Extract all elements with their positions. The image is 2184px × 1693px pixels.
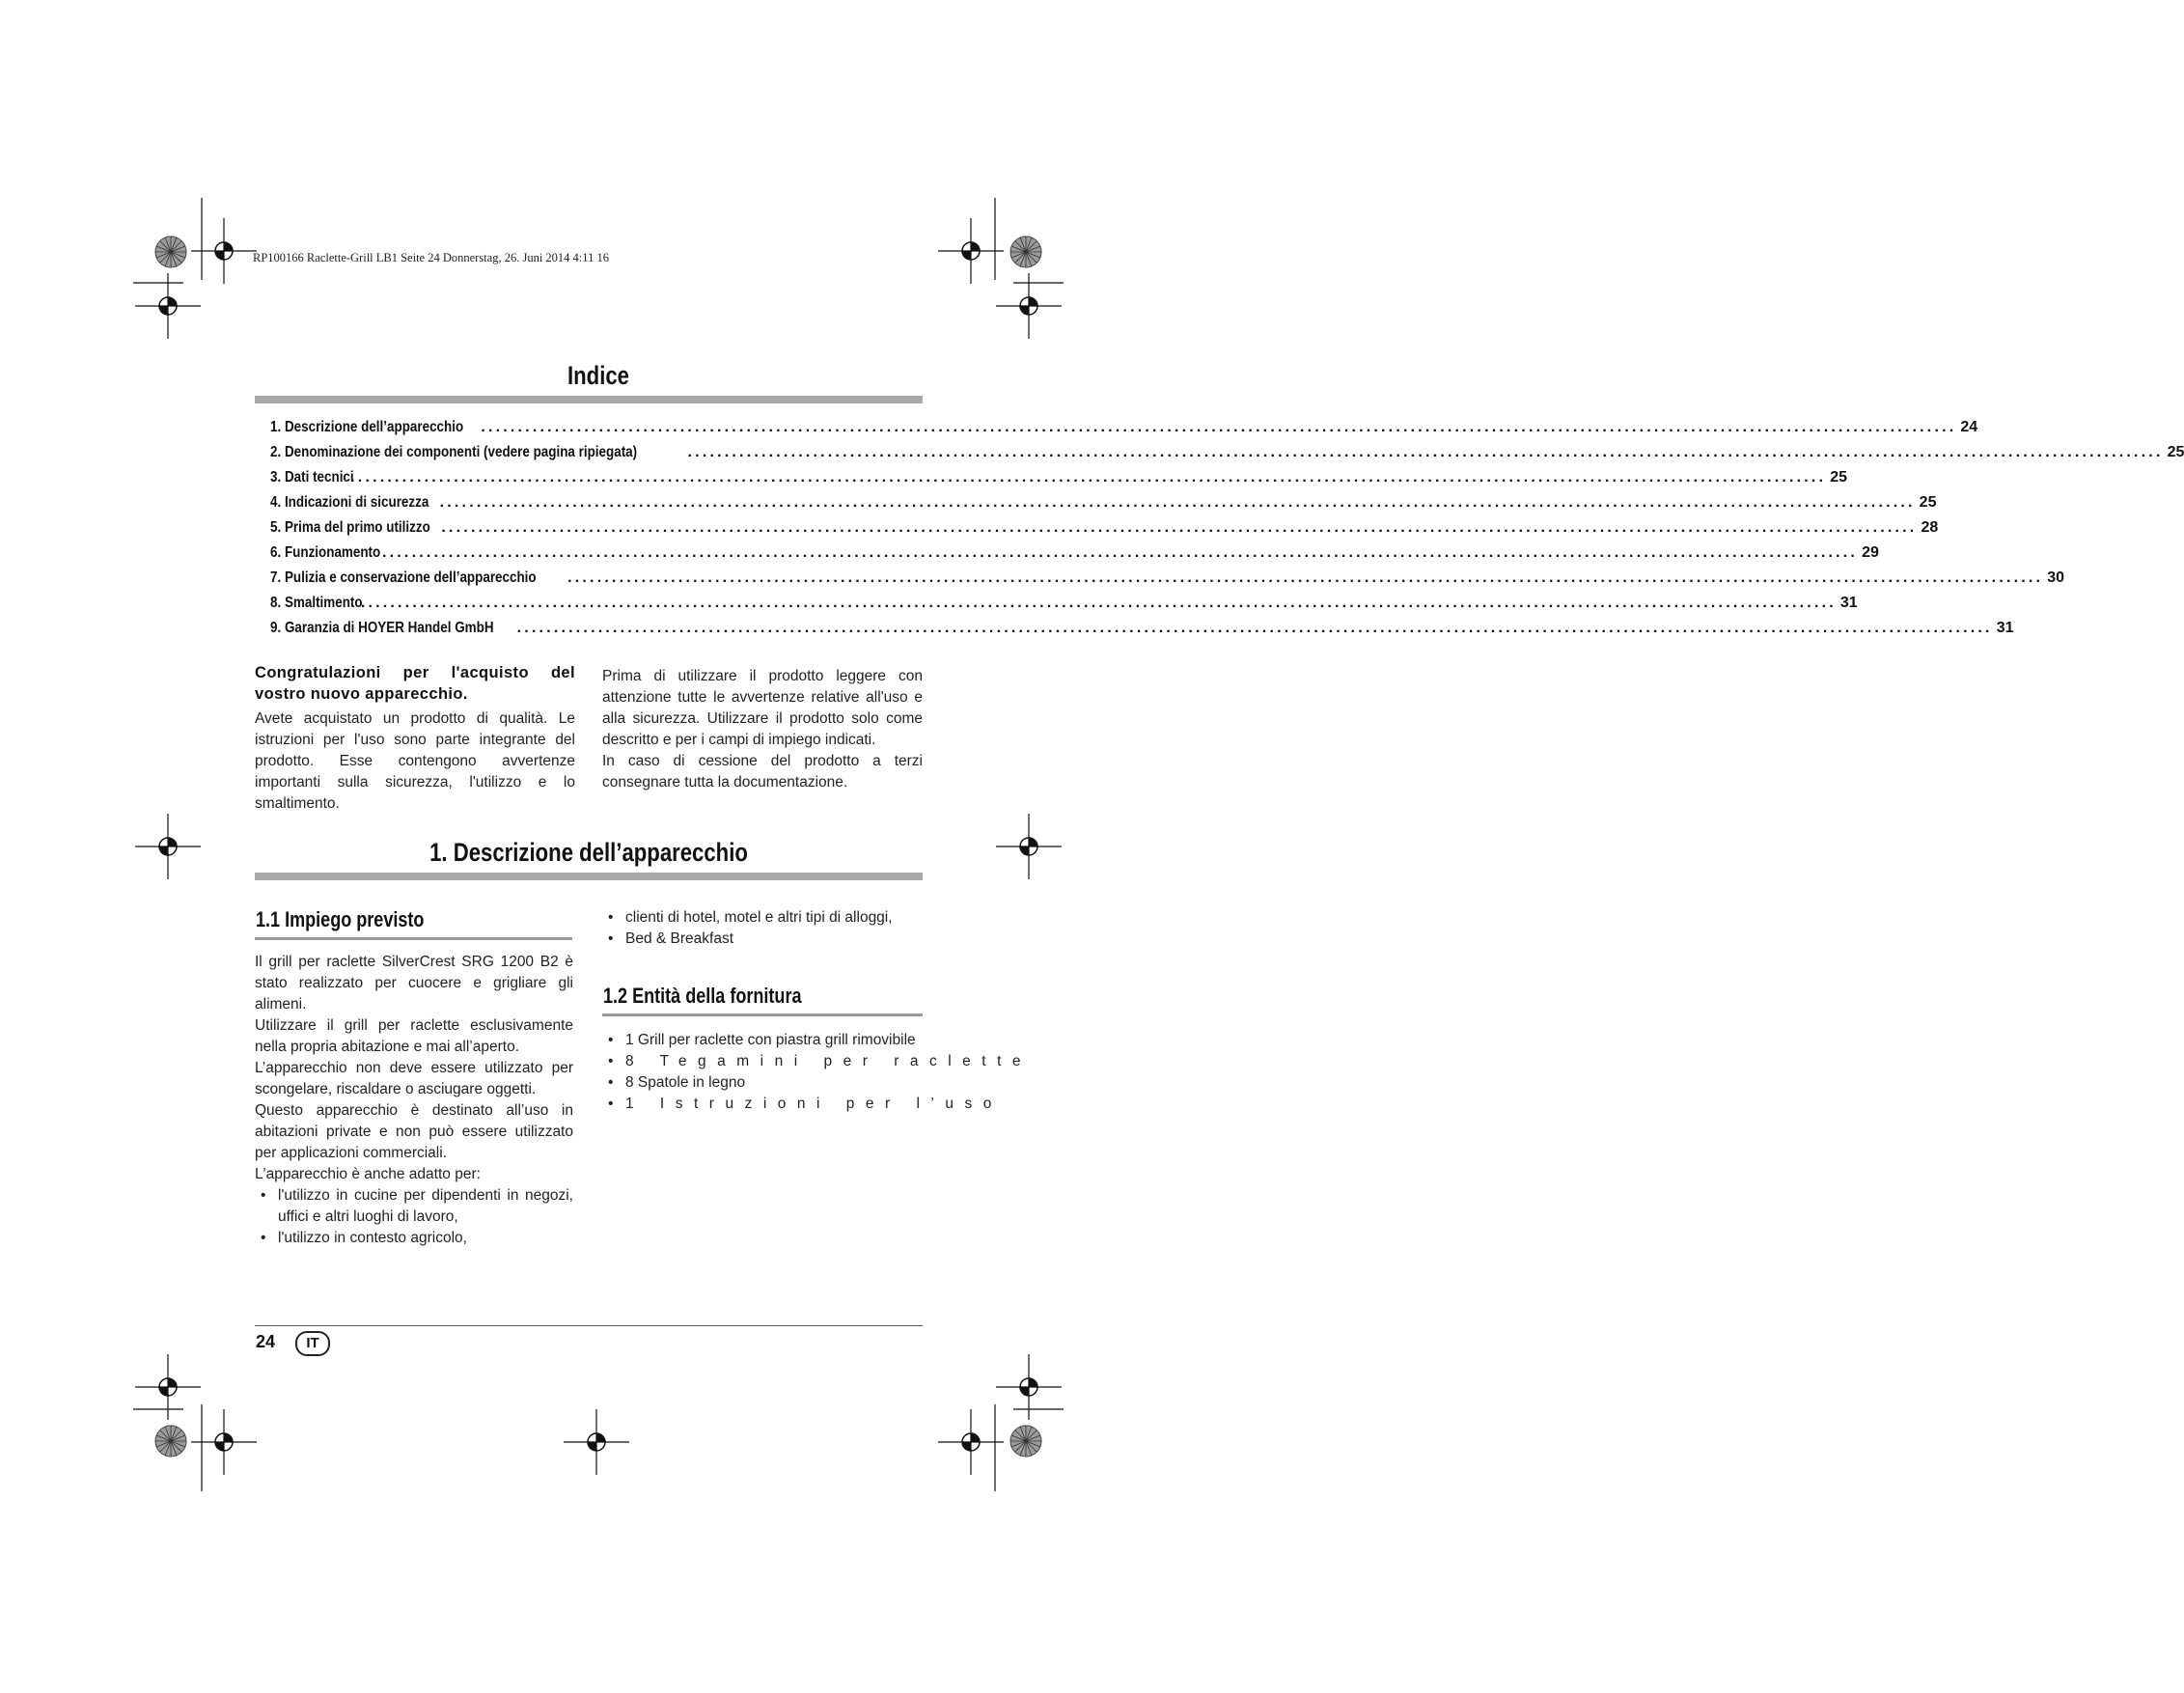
toc-entry-page: 31 bbox=[1839, 595, 1858, 611]
registration-cross-icon bbox=[996, 1354, 1062, 1420]
toc-entry bbox=[270, 494, 1937, 519]
toc-entry-page: 29 bbox=[1862, 544, 1879, 561]
toc-dot-leader: ........................................................................................................................................................................................................ bbox=[350, 469, 1827, 486]
supply-bullet-list bbox=[602, 1030, 1033, 1115]
toc-dot-leader: ........................................................................................................................................................................................................ bbox=[441, 519, 1918, 536]
toc-entry-page: 24 bbox=[1960, 419, 1978, 435]
toc-entry bbox=[270, 519, 1939, 544]
toc-entry-page: 28 bbox=[1921, 519, 1939, 536]
footer-rule bbox=[255, 1325, 923, 1326]
list-item: • l'utilizzo in contesto agricolo, bbox=[255, 1228, 573, 1249]
toc-entry bbox=[270, 620, 2014, 645]
registration-cross-icon bbox=[135, 814, 201, 879]
intro-right-column bbox=[602, 666, 923, 793]
list-item: • 1 Grill per raclette con piastra grill rimovibile bbox=[602, 1030, 923, 1051]
table-of-contents bbox=[270, 419, 2184, 645]
list-item: • 8 Tegamini per raclette bbox=[602, 1051, 923, 1072]
toc-entry-label: 1. Descrizione dell’apparecchio bbox=[270, 419, 464, 435]
registration-cross-icon bbox=[938, 218, 1004, 284]
toc-dot-leader: ........................................................................................................................................................................................................ bbox=[382, 544, 1859, 561]
toc-entry bbox=[270, 469, 1848, 494]
subsection-1-2-heading: 1.2 Entità della fornitura bbox=[603, 984, 802, 1008]
subsection-1-2-body bbox=[602, 1030, 1033, 1115]
toc-entry-label: 8. Smaltimento bbox=[270, 595, 363, 611]
usage-bullet-list-continued bbox=[602, 907, 923, 950]
toc-entry-label: 9. Garanzia di HOYER Handel GmbH bbox=[270, 620, 494, 636]
toc-entry-label: 5. Prima del primo utilizzo bbox=[270, 519, 430, 536]
color-wheel-icon bbox=[1010, 1426, 1041, 1457]
toc-entry bbox=[270, 419, 1978, 444]
registration-cross-icon bbox=[191, 218, 257, 284]
intro-left-column bbox=[255, 662, 575, 815]
toc-entry bbox=[270, 595, 1858, 620]
toc-entry bbox=[270, 544, 1879, 569]
toc-dot-leader: ........................................................................................................................................................................................................ bbox=[439, 494, 1916, 511]
toc-entry-page: 25 bbox=[2167, 444, 2184, 460]
registration-cross-icon bbox=[938, 1409, 1004, 1475]
subsection-1-1-rule bbox=[255, 937, 572, 940]
toc-entry-label: 6. Funzionamento bbox=[270, 544, 381, 561]
intro-right-paragraph-1: Prima di utilizzare il prodotto leggere con attenzione tutte le avvertenze relative all'uso e alla sicurezza. Utilizzare il prodotto solo come descritto e per i campi di impiego indicati. bbox=[602, 668, 923, 748]
section-1-title: 1. Descrizione dell’apparecchio bbox=[429, 838, 748, 867]
section-1-title-rule bbox=[255, 873, 923, 880]
toc-dot-leader: ........................................................................................................................................................................................................ bbox=[687, 444, 2164, 460]
index-title-rule bbox=[255, 396, 923, 403]
subsection-1-1-heading: 1.1 Impiego previsto bbox=[256, 907, 425, 931]
list-item: • 1 Istruzioni per l’uso bbox=[602, 1094, 923, 1115]
toc-dot-leader: ........................................................................................................................................................................................................ bbox=[567, 569, 2044, 586]
subsection-1-2-rule bbox=[602, 1013, 923, 1016]
list-item: • 8 Spatole in legno bbox=[602, 1072, 923, 1094]
toc-entry-page: 31 bbox=[1996, 620, 2014, 636]
toc-entry-page: 30 bbox=[2047, 569, 2064, 586]
toc-entry-page: 25 bbox=[1830, 469, 1848, 486]
registration-cross-icon bbox=[135, 1354, 201, 1420]
toc-entry-label: 4. Indicazioni di sicurezza bbox=[270, 494, 429, 511]
paragraph: Il grill per raclette SilverCrest SRG 1200 B2 è stato realizzato per cuocere e grigliare gli alimeni. bbox=[255, 954, 573, 1013]
print-slug-line: RP100166 Raclette-Grill LB1 Seite 24 Donnerstag, 26. Juni 2014 4:11 16 bbox=[253, 251, 609, 264]
language-badge: IT bbox=[295, 1331, 330, 1356]
toc-entry-label: 3. Dati tecnici bbox=[270, 469, 354, 486]
toc-entry-label: 2. Denominazione dei componenti (vedere pagina ripiegata) bbox=[270, 444, 638, 460]
paragraph: Questo apparecchio è destinato all’uso in abitazioni private e non può essere utilizzato per applicazioni commerciali. bbox=[255, 1102, 573, 1161]
registration-cross-icon bbox=[191, 1409, 257, 1475]
registration-cross-icon bbox=[996, 814, 1062, 879]
list-item: • clienti di hotel, motel e altri tipi di alloggi, bbox=[602, 907, 923, 929]
paragraph: L'apparecchio è anche adatto per: bbox=[255, 1166, 481, 1182]
subsection-1-1-body bbox=[255, 952, 573, 1249]
color-wheel-icon bbox=[155, 1426, 186, 1457]
color-wheel-icon bbox=[155, 236, 186, 267]
list-item: • l'utilizzo in cucine per dipendenti in negozi, uffici e altri luoghi di lavoro, bbox=[255, 1185, 573, 1228]
list-item: • Bed & Breakfast bbox=[602, 929, 923, 950]
toc-dot-leader: ........................................................................................................................................................................................................ bbox=[360, 595, 1837, 611]
registration-cross-icon bbox=[564, 1409, 629, 1475]
index-title: Indice bbox=[567, 361, 629, 390]
paragraph: Utilizzare il grill per raclette esclusivamente nella propria abitazione e mai all’aperto. bbox=[255, 1017, 573, 1055]
toc-dot-leader: ........................................................................................................................................................................................................ bbox=[516, 620, 1993, 636]
subsection-1-1-continued bbox=[602, 907, 923, 950]
toc-entry bbox=[270, 569, 2064, 595]
usage-bullet-list bbox=[255, 1185, 573, 1249]
paragraph: L’apparecchio non deve essere utilizzato per scongelare, riscaldare o asciugare oggetti. bbox=[255, 1060, 573, 1097]
intro-right-paragraph-2: In caso di cessione del prodotto a terzi consegnare tutta la documentazione. bbox=[602, 753, 923, 791]
toc-dot-leader: ........................................................................................................................................................................................................ bbox=[481, 419, 1957, 435]
toc-entry-page: 25 bbox=[1919, 494, 1937, 511]
page-number: 24 bbox=[256, 1332, 276, 1351]
toc-entry-label: 7. Pulizia e conservazione dell’apparecchio bbox=[270, 569, 537, 586]
intro-heading: Congratulazioni per l'acquisto del vostro nuovo apparecchio. bbox=[255, 664, 575, 703]
toc-entry bbox=[270, 444, 2184, 469]
color-wheel-icon bbox=[1010, 236, 1041, 267]
intro-left-paragraph: Avete acquistato un prodotto di qualità. Le istruzioni per l'uso sono parte integrante del prodotto. Esse contengono avvertenze importanti sulla sicurezza, l'utilizzo e lo smaltimento. bbox=[255, 710, 575, 812]
